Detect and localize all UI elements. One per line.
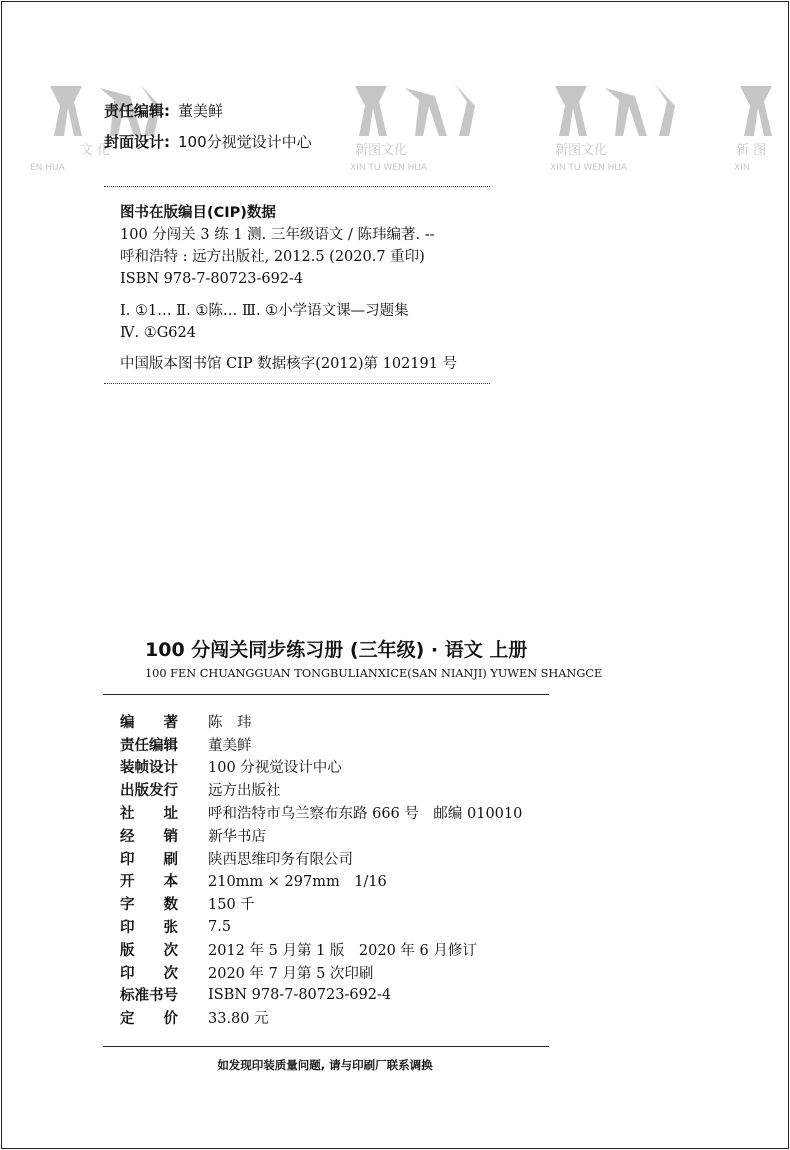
info-row <box>120 756 522 779</box>
info-row <box>120 892 522 915</box>
credit-value: 100分视觉设计中心 <box>178 133 312 151</box>
cip-line: 中国版本图书馆 CIP 数据核字(2012)第 102191 号 <box>120 356 458 372</box>
info-label: 经 销 <box>120 828 178 845</box>
svg-text:XIN TU WEN HUA: XIN TU WEN HUA <box>350 163 428 173</box>
info-label: 社 址 <box>120 806 178 823</box>
info-label: 责任编辑 <box>120 737 178 754</box>
credit-key: 责任编辑: <box>104 102 170 120</box>
cip-line: 呼和浩特 : 远方出版社, 2012.5 (2020.7 重印) <box>120 249 425 265</box>
info-row <box>120 915 522 938</box>
info-value: 呼和浩特市乌兰察布东路 666 号 邮编 010010 <box>208 806 523 823</box>
cip-line: Ⅰ. ①1… Ⅱ. ①陈… Ⅲ. ①小学语文课—习题集 <box>120 303 409 319</box>
info-row <box>120 824 522 847</box>
svg-text:XIN TU WEN HUA: XIN TU WEN HUA <box>550 163 628 173</box>
info-row <box>120 710 522 733</box>
cip-line: 100 分闯关 3 练 1 测. 三年级语文 / 陈玮编著. -- <box>120 227 435 243</box>
svg-text:文 化: 文 化 <box>80 143 111 158</box>
info-row <box>120 870 522 893</box>
credit-editor <box>104 100 223 121</box>
cip-line: Ⅳ. ①G624 <box>120 325 196 341</box>
quality-note: 如发现印装质量问题, 请与印刷厂联系调换 <box>217 1058 433 1072</box>
svg-text:新图文化: 新图文化 <box>355 143 408 158</box>
dotted-divider <box>104 383 490 384</box>
watermark-logo <box>20 78 190 173</box>
watermark-logo <box>345 78 515 173</box>
svg-text:新图文化: 新图文化 <box>555 143 608 158</box>
info-row <box>120 1006 522 1029</box>
info-label: 字 数 <box>120 897 178 914</box>
svg-text:EN HUA: EN HUA <box>30 163 65 173</box>
info-label: 装帧设计 <box>120 760 178 777</box>
cip-title: 图书在版编目(CIP)数据 <box>120 205 276 221</box>
info-value: ISBN 978-7-80723-692-4 <box>208 986 392 1003</box>
info-row <box>120 961 522 984</box>
info-value: 陕西思维印务有限公司 <box>208 851 353 868</box>
info-value: 7.5 <box>208 918 232 935</box>
info-label: 版 次 <box>120 942 178 959</box>
info-row <box>120 847 522 870</box>
info-row <box>120 938 522 961</box>
publication-info <box>120 710 522 1029</box>
svg-text:XIN: XIN <box>734 163 750 173</box>
book-subtitle: 100 FEN CHUANGGUAN TONGBULIANXICE(SAN NIANJI) YUWEN SHANGCE <box>145 667 603 680</box>
info-value: 100 分视觉设计中心 <box>208 760 342 777</box>
info-label: 印 张 <box>120 920 178 937</box>
info-value: 新华书店 <box>208 828 266 845</box>
credit-key: 封面设计: <box>104 133 170 151</box>
info-row <box>120 801 522 824</box>
info-label: 印 次 <box>120 965 178 982</box>
info-value: 33.80 元 <box>208 1011 269 1028</box>
svg-text:新 图: 新 图 <box>736 143 767 158</box>
book-title: 100 分闯关同步练习册 (三年级) · 语文 上册 <box>145 639 528 661</box>
info-value: 2012 年 5 月第 1 版 2020 年 6 月修订 <box>208 942 477 959</box>
credit-cover-design <box>104 131 312 152</box>
info-row <box>120 984 522 1007</box>
info-label: 编 著 <box>120 714 178 731</box>
info-value: 2020 年 7 月第 5 次印刷 <box>208 965 374 982</box>
info-label: 印 刷 <box>120 851 178 868</box>
credit-value: 董美鲜 <box>178 102 224 120</box>
watermark-logo <box>730 78 786 173</box>
watermark-logo <box>545 78 715 173</box>
info-label: 定 价 <box>120 1011 178 1028</box>
info-value: 210mm × 297mm 1/16 <box>208 874 387 891</box>
info-label: 开 本 <box>120 874 178 891</box>
info-value: 150 千 <box>208 897 255 914</box>
info-row <box>120 733 522 756</box>
info-value: 陈 玮 <box>208 714 252 731</box>
bottom-rule <box>103 1046 549 1047</box>
info-label: 标准书号 <box>120 988 178 1005</box>
dotted-divider <box>104 186 490 187</box>
info-label: 出版发行 <box>120 783 178 800</box>
info-value: 远方出版社 <box>208 783 281 800</box>
info-row <box>120 778 522 801</box>
info-value: 董美鲜 <box>208 737 252 754</box>
cip-line: ISBN 978-7-80723-692-4 <box>120 271 304 287</box>
title-rule <box>103 694 549 695</box>
